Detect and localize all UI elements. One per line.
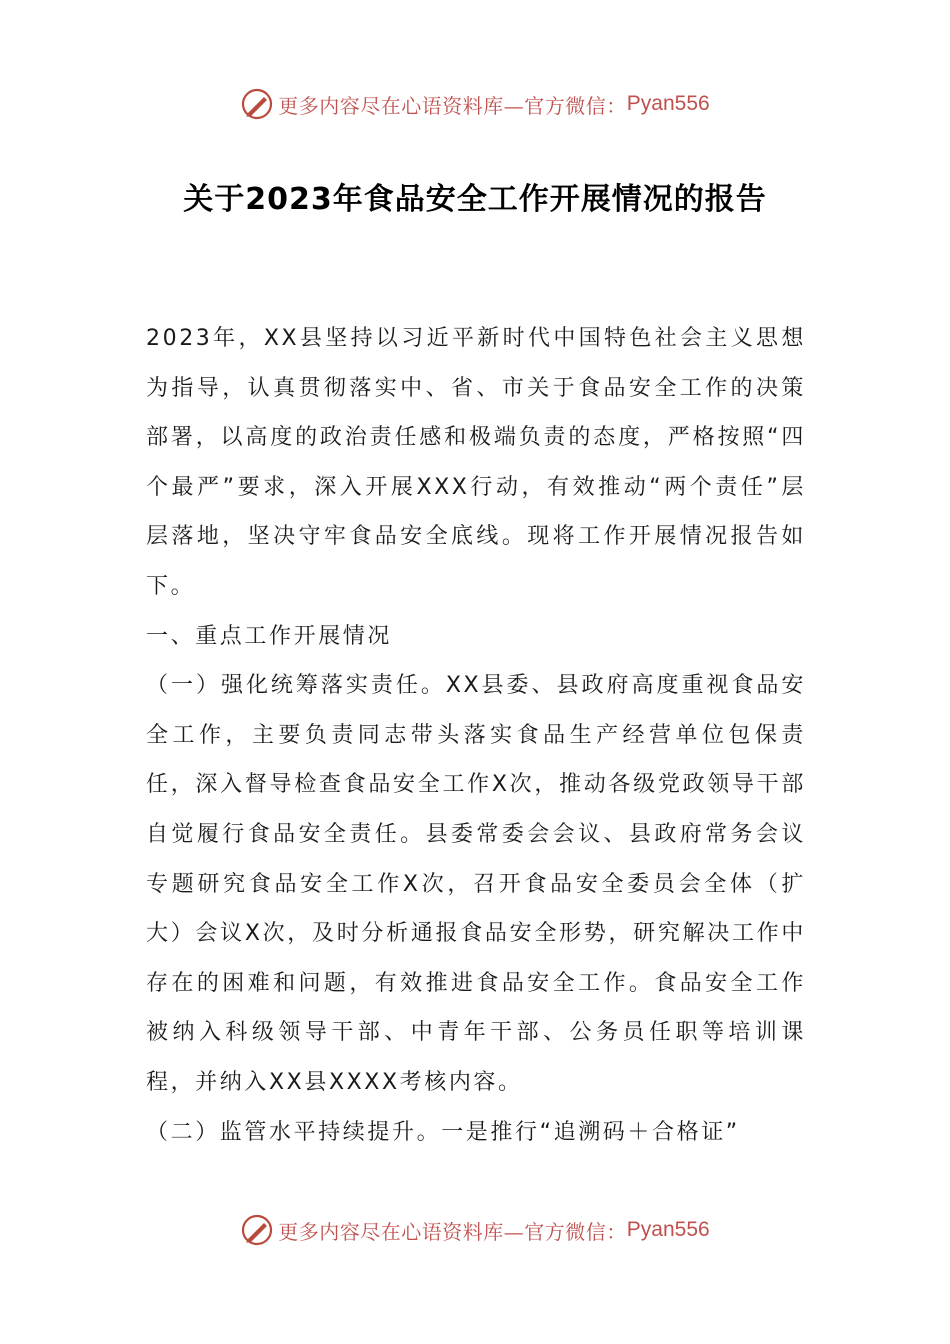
intro-paragraph: 2023年，XX县坚持以习近平新时代中国特色社会主义思想为指导，认真贯彻落实中、省、市关于食品安全工作的决策部署，以高度的政治责任感和极端负责的态度，严格按照“四个最严”要求，深入开展XXX行动，有效推动“两个责任”层层落地，坚决守牢食品安全底线。现将工作开展情况报告如下。 xyxy=(146,326,806,599)
watermark-text: 更多内容尽在心语资料库—官方微信： xyxy=(278,1219,627,1244)
footer-watermark xyxy=(0,1210,950,1250)
watermark-wechat-id: Pyan556 xyxy=(626,1218,710,1241)
document-body xyxy=(146,314,806,1157)
watermark-text: 更多内容尽在心语资料库—官方微信： xyxy=(278,93,627,118)
body-paragraph: （二）监管水平持续提升。一是推行“追溯码＋合格证” xyxy=(146,1119,740,1145)
document-title: 关于2023年食品安全工作开展情况的报告 xyxy=(183,182,767,217)
watermark-wechat-id: Pyan556 xyxy=(626,92,710,115)
pen-seal-icon xyxy=(240,87,274,121)
header-watermark xyxy=(0,84,950,124)
pen-seal-icon xyxy=(240,1213,274,1247)
section-heading: 一、重点工作开展情况 xyxy=(146,623,393,649)
body-paragraph: （一）强化统筹落实责任。XX县委、县政府高度重视食品安全工作，主要负责同志带头落实食品生产经营单位包保责任，深入督导检查食品安全工作X次，推动各级党政领导干部自觉履行食品安全责任。县委常委会会议、县政府常务会议专题研究食品安全工作X次，召开食品安全委员会全体（扩大）会议X次，及时分析通报食品安全形势，研究解决工作中存在的困难和问题，有效推进食品安全工作。食品安全工作被纳入科级领导干部、中青年干部、公务员任职等培训课程，并纳入XX县XXXX考核内容。 xyxy=(146,673,806,1095)
